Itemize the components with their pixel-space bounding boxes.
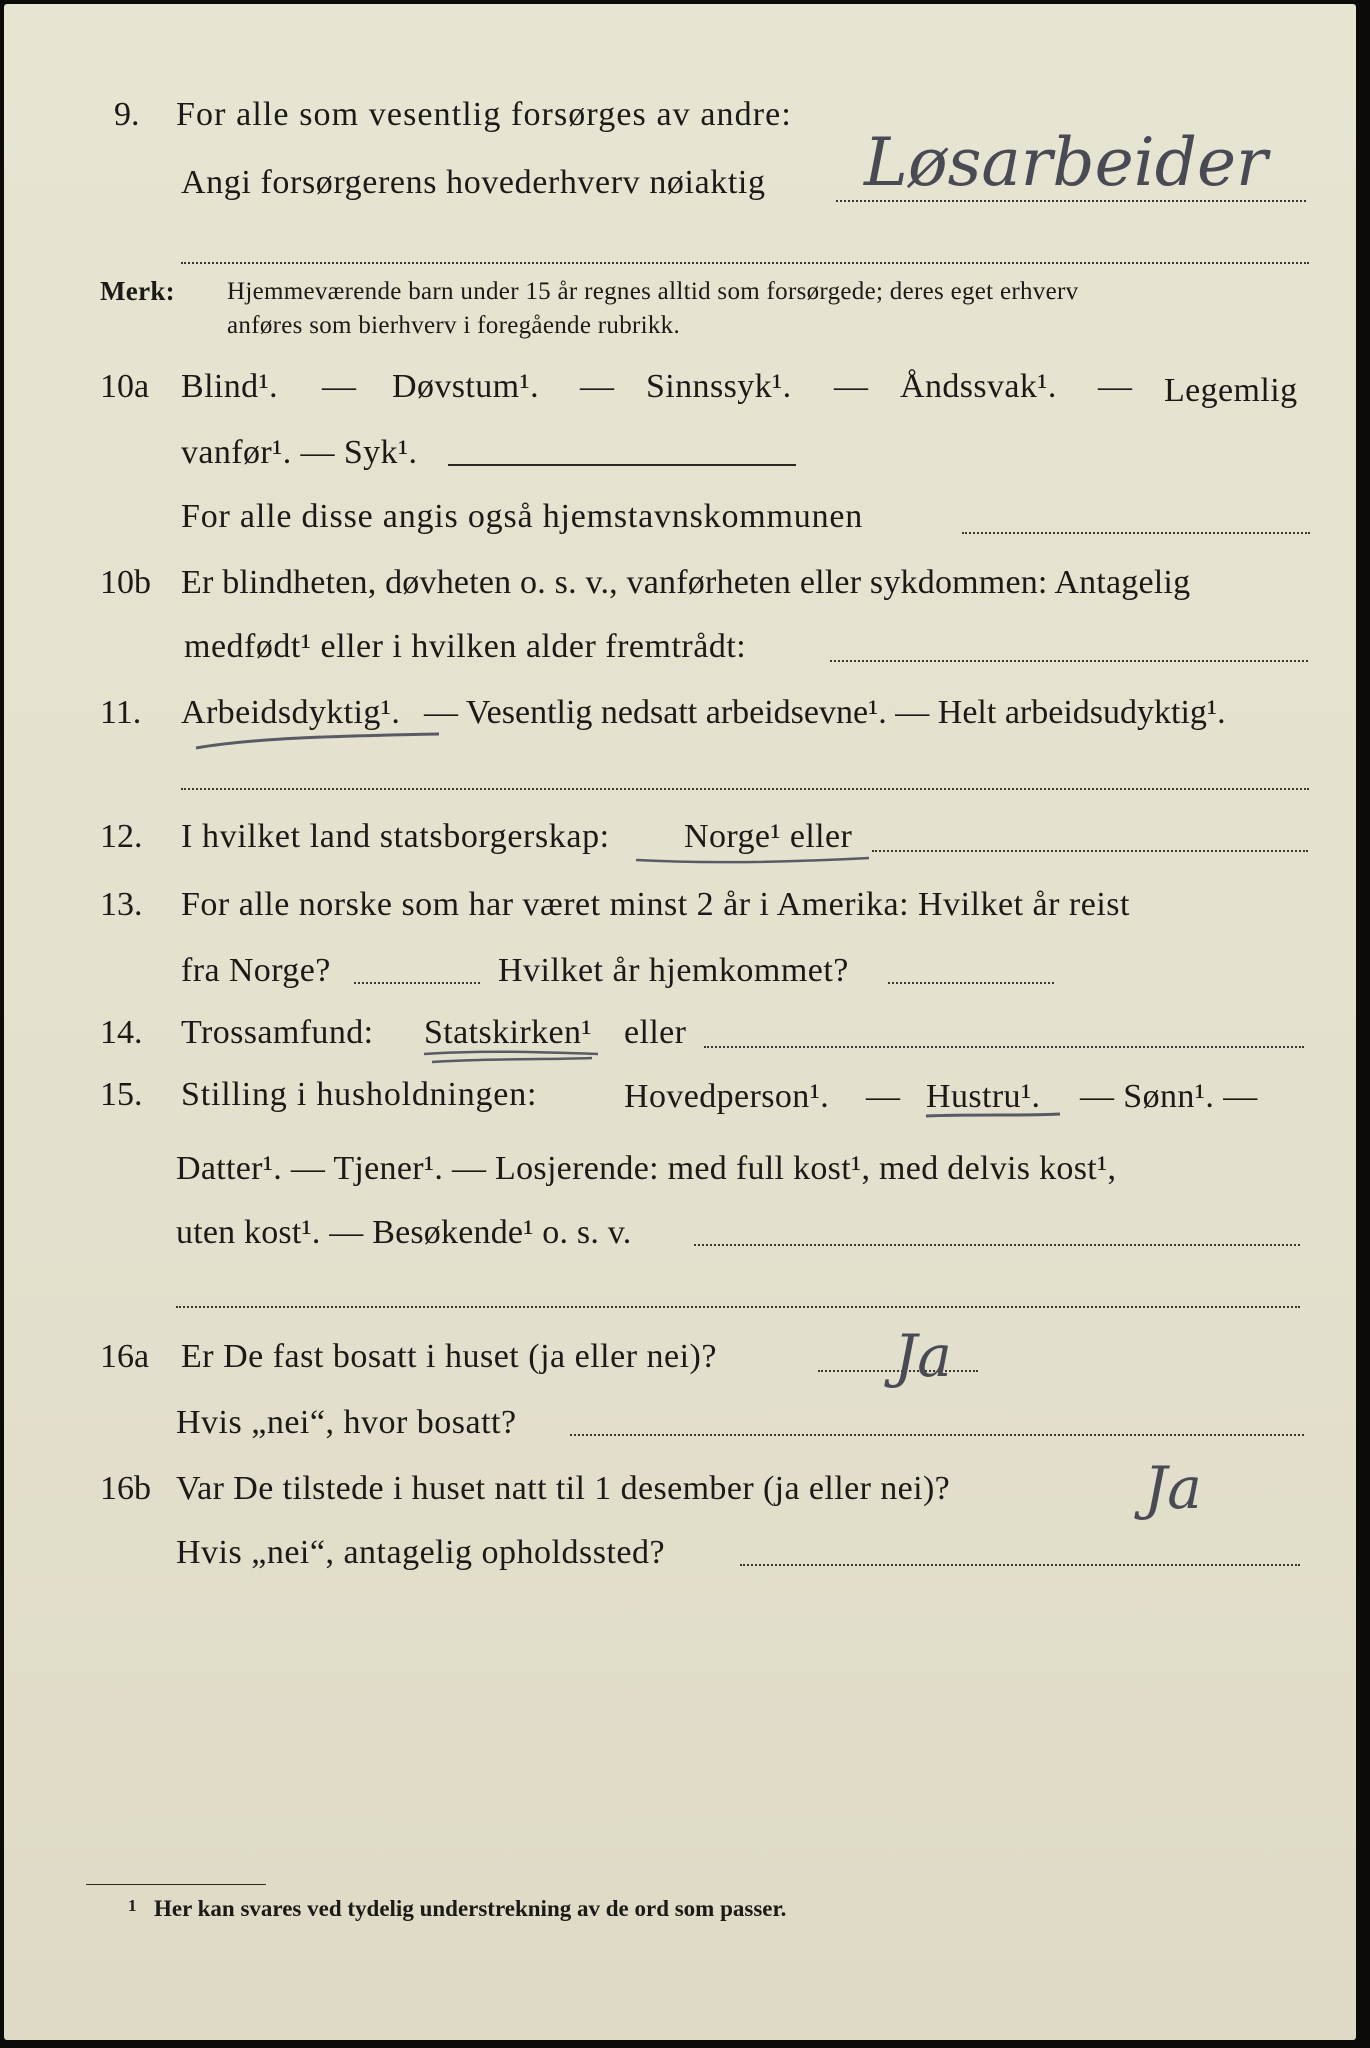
item-10b-answer-line: [830, 660, 1308, 662]
item-12-text-b: Norge¹ eller: [684, 818, 853, 855]
item-16b-line2: Hvis „nei“, antagelig opholdssted?: [176, 1534, 666, 1571]
item-10a-number: 10a: [100, 368, 150, 405]
item-9-extra-line: [181, 262, 1309, 264]
merk-line2: anføres som bierhverv i foregående rubrikk.: [227, 312, 681, 339]
footnote-rule: [86, 1884, 266, 1885]
item-10a-line3: For alle disse angis også hjemstavnskommunen: [181, 498, 864, 535]
item-10a-dash4: —: [1098, 368, 1133, 405]
item-12-text-a: I hvilket land statsborgerskap:: [181, 818, 610, 855]
item-12-number: 12.: [100, 818, 143, 855]
item-15-extra-line: [176, 1306, 1300, 1308]
merk-label: Merk:: [100, 276, 175, 306]
item-15-line3: uten kost¹. — Besøkende¹ o. s. v.: [176, 1214, 632, 1251]
census-form-page: [4, 4, 1356, 2040]
item-11-number: 11.: [100, 694, 142, 731]
item-9-line2: Angi forsørgerens hovederhverv nøiaktig: [181, 164, 766, 201]
item-15-line2: Datter¹. — Tjener¹. — Losjerende: med full kost¹, med delvis kost¹,: [176, 1150, 1117, 1187]
item-14-underline-mark: [422, 1048, 602, 1072]
item-9-handwritten-answer: Løsarbeider: [864, 124, 1268, 201]
item-10a-blind: Blind¹.: [181, 368, 279, 405]
item-15-line1b: Hovedperson¹.: [624, 1078, 830, 1115]
item-15-underline-mark: [924, 1112, 1064, 1136]
item-15-line1c: —: [866, 1078, 901, 1115]
item-10a-legemlig: Legemlig: [1164, 372, 1298, 409]
item-10a-line2: vanfør¹. — Syk¹.: [181, 434, 418, 471]
item-14-number: 14.: [100, 1014, 143, 1051]
item-16a-handwritten-answer: Ja: [894, 1322, 952, 1390]
item-10b-number: 10b: [100, 564, 151, 601]
item-14-eller: eller: [624, 1014, 687, 1051]
item-10b-line1: Er blindheten, døvheten o. s. v., vanførheten eller sykdommen: Antagelig: [181, 564, 1191, 601]
item-13-reist-line: [354, 982, 480, 984]
item-15-line1e: — Sønn¹. —: [1080, 1078, 1258, 1115]
item-14-statskirken: Statskirken¹: [424, 1014, 592, 1051]
item-13-line1: For alle norske som har været minst 2 år i Amerika: Hvilket år reist: [181, 886, 1130, 923]
item-11-rest: — Vesentlig nedsatt arbeidsevne¹. — Helt arbeidsudyktig¹.: [424, 694, 1226, 731]
item-10a-answer-line: [448, 464, 796, 466]
item-12-underline-mark: [634, 852, 874, 872]
item-13-hjemkommet-line: [888, 982, 1054, 984]
item-16b-opholdssted-line: [740, 1564, 1300, 1566]
item-16b-handwritten-answer: Ja: [1144, 1454, 1202, 1522]
item-13-line2b: Hvilket år hjemkommet?: [498, 952, 849, 989]
item-16b-number: 16b: [100, 1470, 151, 1507]
item-9-number: 9.: [114, 96, 140, 133]
item-15-line1a: Stilling i husholdningen:: [181, 1076, 538, 1113]
item-14-trossamfund: Trossamfund:: [181, 1014, 374, 1051]
item-15-hustru: Hustru¹.: [926, 1078, 1041, 1115]
item-10a-sinnssyk: Sinnssyk¹.: [646, 368, 792, 405]
item-13-line2a: fra Norge?: [181, 952, 331, 989]
item-10b-line2: medfødt¹ eller i hvilken alder fremtrådt:: [184, 628, 747, 665]
item-16a-bosatt-line: [570, 1434, 1304, 1436]
item-10a-dash1: —: [322, 368, 357, 405]
item-16a-line1: Er De fast bosatt i huset (ja eller nei)?: [181, 1338, 717, 1375]
item-9-line1: For alle som vesentlig forsørges av andre:: [176, 96, 792, 133]
item-10a-dash3: —: [834, 368, 869, 405]
item-11-extra-line: [181, 788, 1309, 790]
item-10a-dash2: —: [580, 368, 615, 405]
item-11-arbeidsdyktig: Arbeidsdyktig¹.: [181, 694, 401, 731]
item-14-answer-line: [704, 1046, 1304, 1048]
item-10a-andssvak: Åndssvak¹.: [900, 368, 1057, 405]
footnote-text: Her kan svares ved tydelig understrekning av de ord som passer.: [154, 1896, 787, 1921]
item-10a-hjemstavn-line: [962, 532, 1310, 534]
footnote-mark: 1: [128, 1896, 137, 1915]
item-16a-number: 16a: [100, 1338, 150, 1375]
item-15-number: 15.: [100, 1076, 143, 1113]
item-15-answer-line: [694, 1244, 1300, 1246]
item-11-underline-mark: [194, 726, 444, 756]
item-12-answer-line: [872, 850, 1308, 852]
item-16b-line1: Var De tilstede i huset natt til 1 desember (ja eller nei)?: [176, 1470, 951, 1507]
item-13-number: 13.: [100, 886, 143, 923]
item-10a-dovstum: Døvstum¹.: [392, 368, 539, 405]
merk-line1: Hjemmeværende barn under 15 år regnes alltid som forsørgede; deres eget erhverv: [227, 278, 1079, 305]
item-16a-line2: Hvis „nei“, hvor bosatt?: [176, 1404, 517, 1441]
